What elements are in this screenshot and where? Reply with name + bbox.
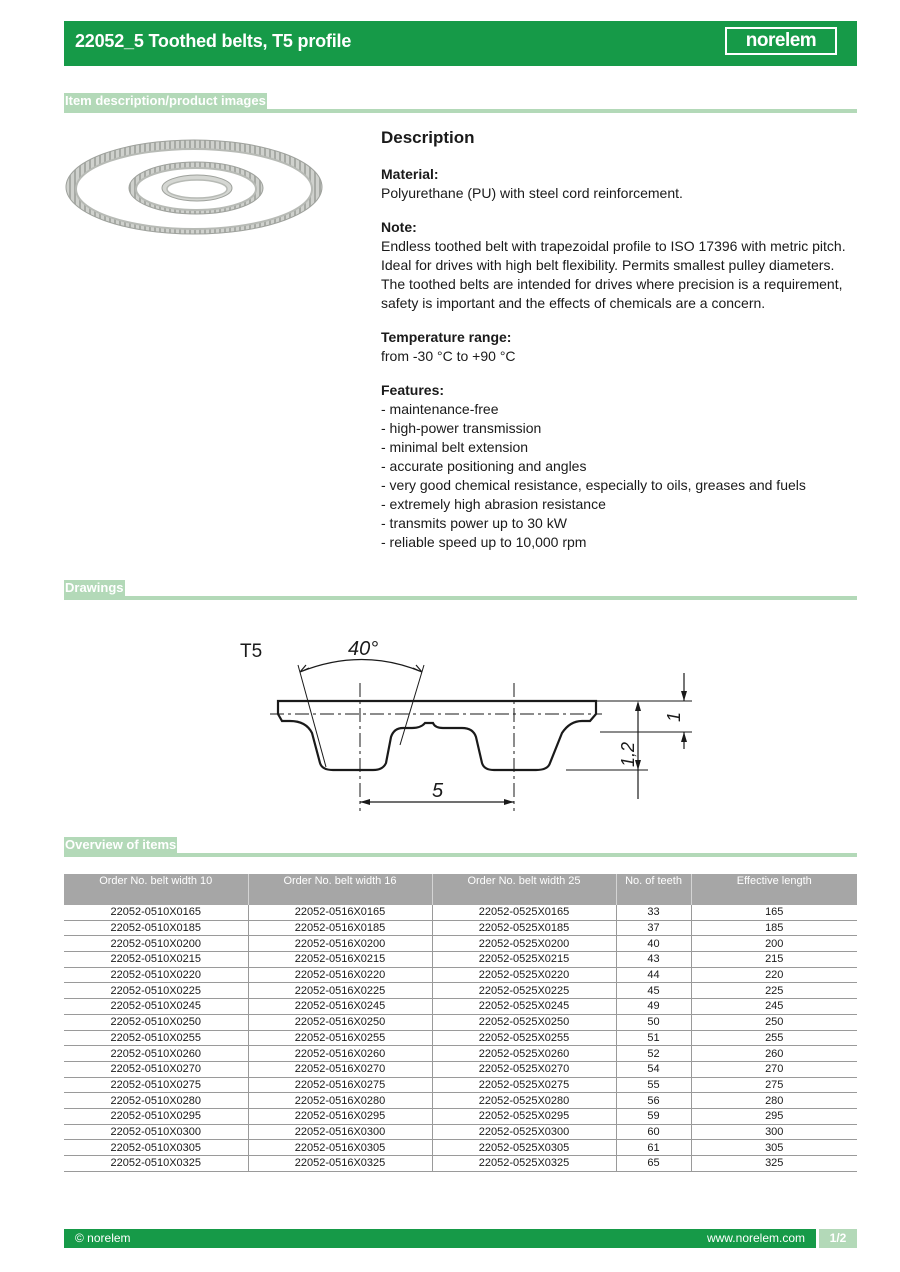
table-cell: 59 — [616, 1108, 691, 1124]
table-cell: 22052-0516X0300 — [248, 1124, 432, 1140]
angle-arrow — [413, 665, 422, 672]
table-cell: 22052-0510X0225 — [64, 983, 248, 999]
table-cell: 22052-0516X0225 — [248, 983, 432, 999]
table-cell: 270 — [691, 1061, 857, 1077]
table-cell: 22052-0525X0260 — [432, 1046, 616, 1062]
feature-item: - minimal belt extension — [381, 439, 529, 455]
profile-label: T5 — [240, 641, 263, 662]
table-cell: 40 — [616, 936, 691, 952]
belt-profile — [278, 701, 596, 770]
table-cell: 22052-0525X0255 — [432, 1030, 616, 1046]
temperature-heading: Temperature range: — [381, 329, 512, 345]
table-cell: 22052-0510X0185 — [64, 920, 248, 936]
product-image-belts — [64, 125, 326, 250]
feature-item: - accurate positioning and angles — [381, 458, 587, 474]
table-cell: 275 — [691, 1077, 857, 1093]
table-cell: 22052-0525X0215 — [432, 952, 616, 968]
table-cell: 22052-0516X0185 — [248, 920, 432, 936]
table-cell: 22052-0516X0270 — [248, 1061, 432, 1077]
table-cell: 22052-0510X0215 — [64, 952, 248, 968]
table-cell: 22052-0525X0245 — [432, 999, 616, 1015]
table-cell: 22052-0516X0215 — [248, 952, 432, 968]
table-cell: 22052-0525X0305 — [432, 1140, 616, 1156]
column-header: Order No. belt width 16 — [248, 874, 432, 905]
table-cell: 22052-0510X0295 — [64, 1108, 248, 1124]
section-overview — [64, 837, 857, 857]
table-cell: 22052-0525X0250 — [432, 1014, 616, 1030]
table-cell: 300 — [691, 1124, 857, 1140]
table-cell: 22052-0510X0300 — [64, 1124, 248, 1140]
table-cell: 245 — [691, 999, 857, 1015]
table-row — [64, 1077, 857, 1093]
table-row — [64, 983, 857, 999]
table-cell: 22052-0516X0255 — [248, 1030, 432, 1046]
table-cell: 22052-0510X0165 — [64, 905, 248, 920]
table-cell: 220 — [691, 967, 857, 983]
description-panel — [381, 128, 857, 567]
table-cell: 305 — [691, 1140, 857, 1156]
table-row — [64, 936, 857, 952]
column-header: Order No. belt width 25 — [432, 874, 616, 905]
material-heading: Material: — [381, 166, 439, 182]
table-row — [64, 1046, 857, 1062]
table-cell: 22052-0516X0165 — [248, 905, 432, 920]
table-cell: 22052-0525X0220 — [432, 967, 616, 983]
feature-item: - reliable speed up to 10,000 rpm — [381, 534, 587, 550]
tooth-height-label: 1,2 — [618, 741, 638, 767]
table-cell: 200 — [691, 936, 857, 952]
table-cell: 325 — [691, 1156, 857, 1172]
table-row — [64, 1108, 857, 1124]
table-cell: 280 — [691, 1093, 857, 1109]
feature-item: - transmits power up to 30 kW — [381, 515, 567, 531]
note-heading: Note: — [381, 219, 417, 235]
table-cell: 37 — [616, 920, 691, 936]
table-cell: 51 — [616, 1030, 691, 1046]
temperature-text: from -30 °C to +90 °C — [381, 348, 516, 364]
feature-item: - high-power transmission — [381, 420, 542, 436]
table-cell: 22052-0525X0280 — [432, 1093, 616, 1109]
table-cell: 260 — [691, 1046, 857, 1062]
table-cell: 44 — [616, 967, 691, 983]
table-row — [64, 1156, 857, 1172]
section-label: Item description/product images — [65, 93, 266, 108]
table-cell: 215 — [691, 952, 857, 968]
table-cell: 250 — [691, 1014, 857, 1030]
table-row — [64, 1030, 857, 1046]
table-cell: 22052-0525X0270 — [432, 1061, 616, 1077]
table-cell: 22052-0525X0275 — [432, 1077, 616, 1093]
table-cell: 22052-0525X0325 — [432, 1156, 616, 1172]
table-row — [64, 1093, 857, 1109]
website-link[interactable]: www.norelem.com — [706, 1231, 805, 1245]
table-cell: 22052-0510X0220 — [64, 967, 248, 983]
column-header: Order No. belt width 10 — [64, 874, 248, 905]
table-cell: 22052-0516X0325 — [248, 1156, 432, 1172]
table-cell: 55 — [616, 1077, 691, 1093]
flank-extension — [298, 665, 326, 767]
feature-item: - very good chemical resistance, especially to oils, greases and fuels — [381, 477, 806, 493]
table-cell: 22052-0525X0165 — [432, 905, 616, 920]
section-item-description — [64, 93, 857, 113]
table-cell: 22052-0516X0220 — [248, 967, 432, 983]
items-table — [64, 874, 857, 1172]
angle-arc — [300, 660, 422, 673]
feature-item: - extremely high abrasion resistance — [381, 496, 606, 512]
flank-extension — [400, 665, 424, 745]
page-header — [64, 21, 857, 66]
page-number: 1/2 — [816, 1229, 857, 1248]
norelem-logo: norelem — [725, 27, 837, 55]
section-label: Overview of items — [65, 837, 177, 852]
table-cell: 22052-0510X0325 — [64, 1156, 248, 1172]
table-cell: 22052-0510X0200 — [64, 936, 248, 952]
table-row — [64, 905, 857, 920]
table-cell: 22052-0516X0280 — [248, 1093, 432, 1109]
table-cell: 22052-0525X0185 — [432, 920, 616, 936]
table-row — [64, 1061, 857, 1077]
table-row — [64, 967, 857, 983]
table-row — [64, 1140, 857, 1156]
table-row — [64, 1014, 857, 1030]
table-cell: 22052-0516X0200 — [248, 936, 432, 952]
table-cell: 60 — [616, 1124, 691, 1140]
t5-profile-drawing — [230, 625, 700, 815]
table-cell: 255 — [691, 1030, 857, 1046]
table-cell: 22052-0510X0245 — [64, 999, 248, 1015]
copyright-text: © norelem — [75, 1231, 131, 1245]
table-cell: 22052-0516X0305 — [248, 1140, 432, 1156]
table-cell: 22052-0525X0200 — [432, 936, 616, 952]
table-cell: 22052-0525X0300 — [432, 1124, 616, 1140]
table-cell: 22052-0510X0305 — [64, 1140, 248, 1156]
table-cell: 22052-0510X0275 — [64, 1077, 248, 1093]
page-title: 22052_5 Toothed belts, T5 profile — [75, 31, 352, 51]
table-header-row — [64, 874, 857, 905]
table-cell: 22052-0516X0260 — [248, 1046, 432, 1062]
table-body — [64, 905, 857, 1171]
table-cell: 33 — [616, 905, 691, 920]
column-header: Effective length — [691, 874, 857, 905]
table-cell: 295 — [691, 1108, 857, 1124]
table-cell: 65 — [616, 1156, 691, 1172]
table-row — [64, 999, 857, 1015]
table-cell: 43 — [616, 952, 691, 968]
table-cell: 22052-0510X0255 — [64, 1030, 248, 1046]
feature-item: - maintenance-free — [381, 401, 499, 417]
features-heading: Features: — [381, 382, 445, 398]
table-cell: 52 — [616, 1046, 691, 1062]
table-cell: 22052-0525X0295 — [432, 1108, 616, 1124]
angle-arrow — [300, 665, 309, 672]
pitch-label: 5 — [432, 780, 444, 802]
table-cell: 54 — [616, 1061, 691, 1077]
table-cell: 22052-0510X0260 — [64, 1046, 248, 1062]
table-cell: 185 — [691, 920, 857, 936]
table-cell: 22052-0510X0270 — [64, 1061, 248, 1077]
table-cell: 22052-0510X0250 — [64, 1014, 248, 1030]
table-row — [64, 1124, 857, 1140]
table-cell: 22052-0525X0225 — [432, 983, 616, 999]
material-text: Polyurethane (PU) with steel cord reinforcement. — [381, 185, 683, 201]
note-text: Endless toothed belt with trapezoidal profile to ISO 17396 with metric pitch. Ideal for drives with high belt flexibility. Permits smallest pulley diameters. The toothed belts are intended for drives where precision is a requirement, safety is important and the effects of chemicals are a concern. — [381, 238, 846, 311]
table-cell: 61 — [616, 1140, 691, 1156]
table-cell: 22052-0516X0250 — [248, 1014, 432, 1030]
table-cell: 22052-0516X0275 — [248, 1077, 432, 1093]
section-label: Drawings — [65, 580, 124, 595]
table-cell: 49 — [616, 999, 691, 1015]
section-drawings — [64, 580, 857, 600]
table-cell: 22052-0510X0280 — [64, 1093, 248, 1109]
table-cell: 56 — [616, 1093, 691, 1109]
table-cell: 225 — [691, 983, 857, 999]
table-cell: 22052-0516X0295 — [248, 1108, 432, 1124]
features-list — [381, 400, 857, 552]
thickness-label: 1 — [664, 711, 684, 722]
table-cell: 50 — [616, 1014, 691, 1030]
column-header: No. of teeth — [616, 874, 691, 905]
page-footer — [64, 1229, 857, 1248]
table-cell: 45 — [616, 983, 691, 999]
table-row — [64, 952, 857, 968]
angle-label: 40° — [348, 638, 379, 660]
description-title: Description — [381, 128, 475, 147]
table-row — [64, 920, 857, 936]
table-cell: 22052-0516X0245 — [248, 999, 432, 1015]
table-cell: 165 — [691, 905, 857, 920]
